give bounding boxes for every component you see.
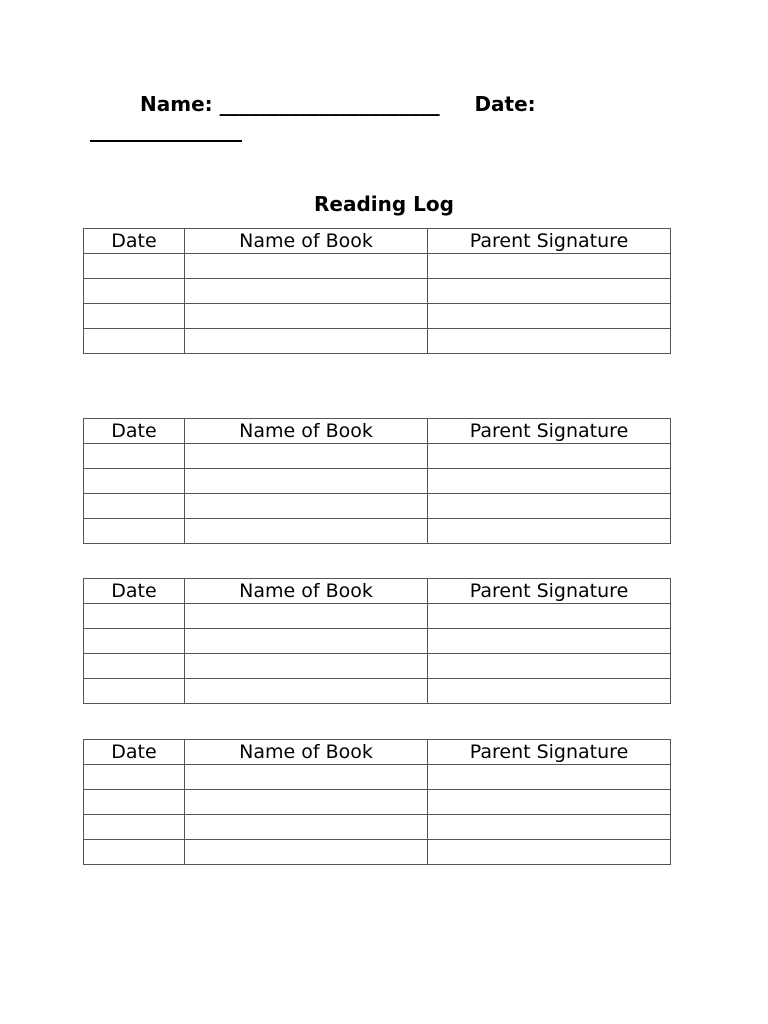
table-row — [84, 765, 671, 790]
date-cell[interactable] — [84, 494, 185, 519]
table-row — [84, 254, 671, 279]
signature-cell[interactable] — [428, 765, 671, 790]
column-header-name-of-book: Name of Book — [185, 419, 428, 444]
book-name-cell[interactable] — [185, 765, 428, 790]
column-header-date: Date — [84, 419, 185, 444]
table-header-row — [84, 579, 671, 604]
date-cell[interactable] — [84, 254, 185, 279]
table-row — [84, 494, 671, 519]
signature-cell[interactable] — [428, 679, 671, 704]
table-row — [84, 329, 671, 354]
page-title: Reading Log — [314, 192, 454, 216]
book-name-cell[interactable] — [185, 329, 428, 354]
table-row — [84, 790, 671, 815]
date-cell[interactable] — [84, 629, 185, 654]
signature-cell[interactable] — [428, 654, 671, 679]
date-cell[interactable] — [84, 604, 185, 629]
table-row — [84, 519, 671, 544]
book-name-cell[interactable] — [185, 679, 428, 704]
signature-cell[interactable] — [428, 469, 671, 494]
signature-cell[interactable] — [428, 629, 671, 654]
table-row — [84, 654, 671, 679]
date-cell[interactable] — [84, 329, 185, 354]
signature-cell[interactable] — [428, 790, 671, 815]
signature-cell[interactable] — [428, 254, 671, 279]
column-header-date: Date — [84, 229, 185, 254]
column-header-name-of-book: Name of Book — [185, 229, 428, 254]
book-name-cell[interactable] — [185, 790, 428, 815]
book-name-cell[interactable] — [185, 304, 428, 329]
table-row — [84, 604, 671, 629]
column-header-parent-signature: Parent Signature — [428, 740, 671, 765]
date-cell[interactable] — [84, 679, 185, 704]
table-row — [84, 469, 671, 494]
date-cell[interactable] — [84, 469, 185, 494]
table-row — [84, 840, 671, 865]
column-header-date: Date — [84, 740, 185, 765]
book-name-cell[interactable] — [185, 654, 428, 679]
reading-log-table — [83, 228, 671, 354]
table-row — [84, 444, 671, 469]
signature-cell[interactable] — [428, 494, 671, 519]
book-name-cell[interactable] — [185, 469, 428, 494]
name-date-line — [140, 92, 536, 116]
book-name-cell[interactable] — [185, 444, 428, 469]
column-header-name-of-book: Name of Book — [185, 579, 428, 604]
book-name-cell[interactable] — [185, 279, 428, 304]
book-name-cell[interactable] — [185, 254, 428, 279]
date-cell[interactable] — [84, 304, 185, 329]
book-name-cell[interactable] — [185, 629, 428, 654]
name-label: Name: — [140, 92, 213, 116]
date-cell[interactable] — [84, 654, 185, 679]
date-cell[interactable] — [84, 765, 185, 790]
book-name-cell[interactable] — [185, 519, 428, 544]
table-row — [84, 815, 671, 840]
column-header-parent-signature: Parent Signature — [428, 579, 671, 604]
table-row — [84, 304, 671, 329]
date-cell[interactable] — [84, 815, 185, 840]
signature-cell[interactable] — [428, 444, 671, 469]
signature-cell[interactable] — [428, 840, 671, 865]
name-field[interactable]: ______________________ — [219, 92, 440, 116]
date-cell[interactable] — [84, 840, 185, 865]
date-cell[interactable] — [84, 279, 185, 304]
table-header-row — [84, 740, 671, 765]
date-cell[interactable] — [84, 519, 185, 544]
date-cell[interactable] — [84, 444, 185, 469]
book-name-cell[interactable] — [185, 494, 428, 519]
signature-cell[interactable] — [428, 329, 671, 354]
table-row — [84, 279, 671, 304]
signature-cell[interactable] — [428, 604, 671, 629]
reading-log-table — [83, 578, 671, 704]
signature-cell[interactable] — [428, 279, 671, 304]
reading-log-table — [83, 739, 671, 865]
book-name-cell[interactable] — [185, 840, 428, 865]
signature-cell[interactable] — [428, 304, 671, 329]
reading-log-table — [83, 418, 671, 544]
column-header-parent-signature: Parent Signature — [428, 229, 671, 254]
column-header-date: Date — [84, 579, 185, 604]
date-cell[interactable] — [84, 790, 185, 815]
signature-cell[interactable] — [428, 815, 671, 840]
date-label: Date: — [474, 92, 536, 116]
column-header-parent-signature: Parent Signature — [428, 419, 671, 444]
book-name-cell[interactable] — [185, 815, 428, 840]
table-row — [84, 629, 671, 654]
date-field[interactable] — [90, 140, 242, 142]
column-header-name-of-book: Name of Book — [185, 740, 428, 765]
signature-cell[interactable] — [428, 519, 671, 544]
table-header-row — [84, 419, 671, 444]
table-header-row — [84, 229, 671, 254]
table-row — [84, 679, 671, 704]
book-name-cell[interactable] — [185, 604, 428, 629]
